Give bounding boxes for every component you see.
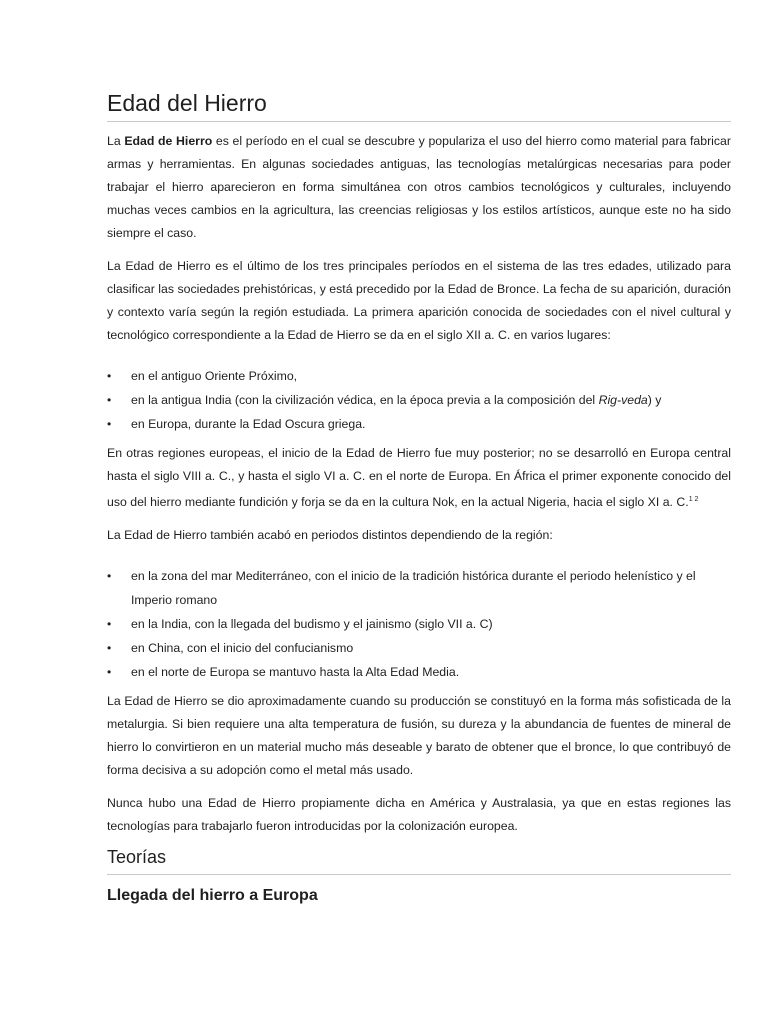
paragraph-text: En otras regiones europeas, el inicio de la Edad de Hierro fue muy posterior; no se desarrolló en Europa central hasta el siglo VIII a. C., y hasta el siglo VI a. C. en el norte de Europa. En África el primer exponente conocido del uso del hierro mediante fundición y forja se da en la cultura Nok, en la actual Nigeria, hacia el siglo XI a. C. (107, 446, 731, 509)
intro-pre: La (107, 134, 125, 148)
intro-bold-term: Edad de Hierro (124, 134, 213, 148)
paragraph-other-regions (107, 442, 731, 514)
paragraph-three-ages: La Edad de Hierro es el último de los tres principales períodos en el sistema de las tres edades, utilizado para clasificar las sociedades prehistóricas, y está precedido por la Edad de Bronce. La fecha de su aparición, duración y contexto varía según la región estudiada. La primera aparición conocida de sociedades con el nivel cultural y tecnológico correspondiente a la Edad de Hierro se da en el siglo XII a. C. en varios lugares: (107, 259, 731, 342)
list-item: • en la India, con la llegada del budismo y el jainismo (siglo VII a. C) (107, 612, 731, 636)
first-appearance-list (107, 364, 731, 436)
intro-paragraph (107, 130, 731, 245)
reference-superscript: 1 2 (688, 496, 699, 503)
list-item (107, 388, 731, 412)
subsection-title: Llegada del hierro a Europa (107, 887, 318, 904)
paragraph-america: Nunca hubo una Edad de Hierro propiamente dicha en América y Australasia, ya que en estas regiones las tecnologías para trabajarlo fueron introducidas por la colonización europea. (107, 796, 731, 833)
page-title: Edad del Hierro (107, 88, 731, 122)
paragraph-metallurgy: La Edad de Hierro se dio aproximadamente cuando su producción se constituyó en la forma más sofisticada de la metalurgia. Si bien requiere una alta temperatura de fusión, su dureza y la abundancia de fuentes de mineral de hierro lo convirtieron en un material mucho más deseable y barato de obtener que el bronce, lo que contribuyó de forma decisiva a su adopción como el metal más usado. (107, 694, 731, 777)
list-item-text: en la antigua India (con la civilización védica, en la época previa a la composición del (131, 393, 599, 407)
section-title-theories: Teorías (107, 844, 731, 875)
end-periods-list (107, 564, 731, 684)
intro-rest: es el período en el cual se descubre y populariza el uso del hierro como material para fabricar armas y herramientas. En algunas sociedades antiguas, las tecnologías metalúrgicas necesarias para poder trabajar el hierro aparecieron en forma simultánea con otros cambios tecnológicos y culturales, incluyendo muchas veces cambios en la agricultura, las creencias religiosas y los estilos artísticos, aunque este no ha sido siempre el caso. (107, 134, 731, 240)
list-item: • en China, con el inicio del confucianismo (107, 636, 731, 660)
list-item: • en el antiguo Oriente Próximo, (107, 364, 731, 388)
list-item-text-end: ) y (647, 393, 662, 407)
rig-veda-italic: Rig-veda (598, 393, 648, 407)
list-item: • en Europa, durante la Edad Oscura griega. (107, 412, 731, 436)
paragraph-end-periods: La Edad de Hierro también acabó en periodos distintos dependiendo de la región: (107, 528, 553, 542)
list-item: • en la zona del mar Mediterráneo, con el inicio de la tradición histórica durante el periodo helenístico y el Imperio romano (107, 564, 731, 612)
list-item: • en el norte de Europa se mantuvo hasta la Alta Edad Media. (107, 660, 731, 684)
